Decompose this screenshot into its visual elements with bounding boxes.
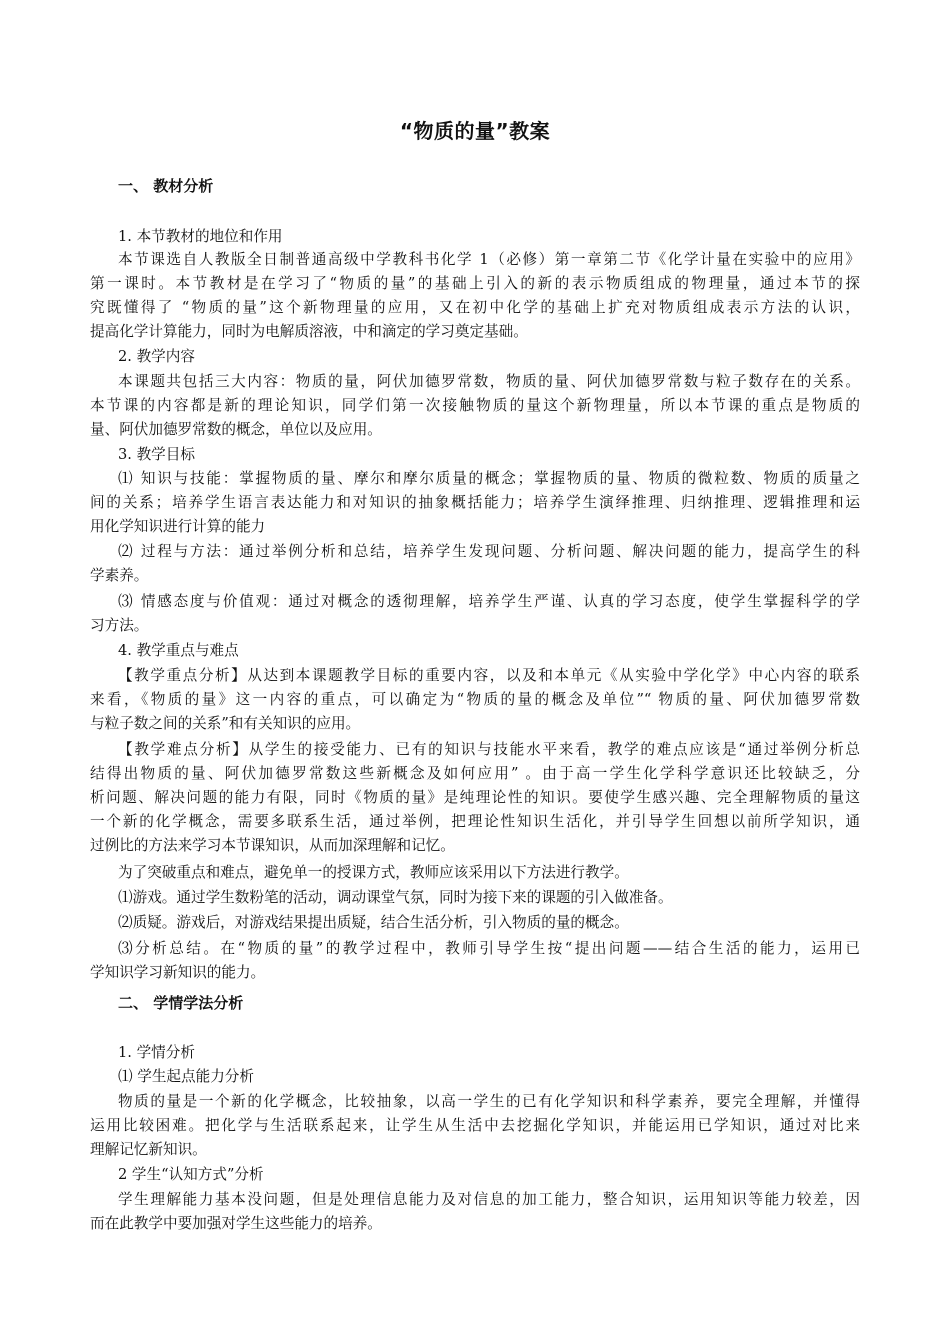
paragraph-line: 为了突破重点和难点，避免单一的授课方式，教师应该采用以下方法进行教学。 [118,864,629,881]
paragraph-line: 结得出物质的量、阿伏加德罗常数这些新概念及如何应用” 。由于高一学生化学科学意识还比较缺乏，分 [90,765,860,782]
paragraph-line: ⑶ 情感态度与价值观：通过对概念的透彻理解，培养学生严谨、认真的学习态度，使学生掌握科学的学 [118,593,860,610]
paragraph-line: 究既懂得了 “物质的量”这个新物理量的应用，又在初中化学的基础上扩充对物质组成表示方法的认识， [90,299,860,316]
subheading-1-2: 2. 教学内容 [118,348,195,365]
section-heading-2: 二、 学情学法分析 [118,994,244,1012]
paragraph-line: 提高化学计算能力，同时为电解质溶液，中和滴定的学习奠定基础。 [90,323,528,340]
paragraph-line: 一个新的化学概念，需要多联系生活，通过举例，把理论性知识生活化，并引导学生回想以前所学知识，通 [90,813,860,830]
paragraph-line: 学生理解能力基本没问题，但是处理信息能力及对信息的加工能力，整合知识，运用知识等能力较差，因 [118,1191,860,1208]
paragraph-line: 运用比较困难。把化学与生活联系起来，让学生从生活中去挖掘化学知识，并能运用已学知识，通过对比来 [90,1117,860,1134]
paragraph-line: 与粒子数之间的关系”和有关知识的应用。 [90,715,361,732]
list-item: ⑶分析总结。在“物质的量”的教学过程中，教师引导学生按“提出问题——结合生活的能力，运用已 [118,940,860,957]
paragraph-line: 物质的量是一个新的化学概念，比较抽象，以高一学生的已有化学知识和科学素养，要完全理解，并懂得 [118,1093,860,1110]
paragraph-line: ⑴ 知识与技能：掌握物质的量、摩尔和摩尔质量的概念；掌握物质的量、物质的微粒数、物质的质量之 [118,470,860,487]
paragraph-line: 用化学知识进行计算的能力 [90,518,266,535]
paragraph-line: 【教学重点分析】从达到本课题教学目标的重要内容，以及和本单元《从实验中学化学》中心内容的联系 [118,667,860,684]
paragraph-line: ⑵ 过程与方法：通过举例分析和总结，培养学生发现问题、分析问题、解决问题的能力，提高学生的科 [118,543,860,560]
paragraph-line: 本节课选自人教版全日制普通高级中学教科书化学 1（必修）第一章第二节《化学计量在实验中的应用》 [118,251,860,268]
paragraph-line: 习方法。 [90,617,149,634]
subheading-2-1: 1. 学情分析 [118,1044,195,1061]
list-item: ⑵质疑。游戏后，对游戏结果提出质疑，结合生活分析，引入物质的量的概念。 [118,914,629,931]
paragraph-line: 析问题、解决问题的能力有限，同时《物质的量》是纯理论性的知识。要使学生感兴趣、完全理解物质的量这 [90,789,860,806]
paragraph-line: 过例比的方法来学习本节课知识，从而加深理解和记忆。 [90,837,455,854]
subheading-2-2: 2 学生“认知方式”分析 [118,1166,264,1183]
paragraph-line: 【教学难点分析】从学生的接受能力、已有的知识与技能水平来看，教学的难点应该是“通过举例分析总 [118,741,860,758]
paragraph-line: 本课题共包括三大内容：物质的量，阿伏加德罗常数，物质的量、阿伏加德罗常数与粒子数存在的关系。 [118,373,860,390]
paragraph-line: 学素养。 [90,567,149,584]
paragraph-line: 本节课的内容都是新的理论知识，同学们第一次接触物质的量这个新物理量，所以本节课的重点是物质的 [90,397,860,414]
paragraph-line: 来看，《物质的量》这一内容的重点，可以确定为“物质的量的概念及单位”“ 物质的量、阿伏加德罗常数 [90,691,860,708]
paragraph-line: 第一课时。本节教材是在学习了“物质的量”的基础上引入的新的表示物质组成的物理量，通过本节的探 [90,275,860,292]
subheading-1-4: 4. 教学重点与难点 [118,642,239,659]
section-heading-1: 一、 教材分析 [118,177,214,195]
subheading-1-1: 1. 本节教材的地位和作用 [118,228,283,245]
document-title: “物质的量”教案 [399,119,551,143]
paragraph-line: 间的关系；培养学生语言表达能力和对知识的抽象概括能力；培养学生演绎推理、归纳推理、逻辑推理和运 [90,494,860,511]
paragraph-line: 理解记忆新知识。 [90,1141,207,1158]
paragraph-line: 而在此教学中要加强对学生这些能力的培养。 [90,1215,382,1232]
paragraph-line: 量、阿伏加德罗常数的概念，单位以及应用。 [90,421,382,438]
list-item: ⑴游戏。通过学生数粉笔的活动，调动课堂气氛，同时为接下来的课题的引入做准备。 [118,889,673,906]
subheading-1-3: 3. 教学目标 [118,446,195,463]
subheading-2-1-1: ⑴ 学生起点能力分析 [118,1068,254,1085]
paragraph-line: 学知识学习新知识的能力。 [90,964,266,981]
